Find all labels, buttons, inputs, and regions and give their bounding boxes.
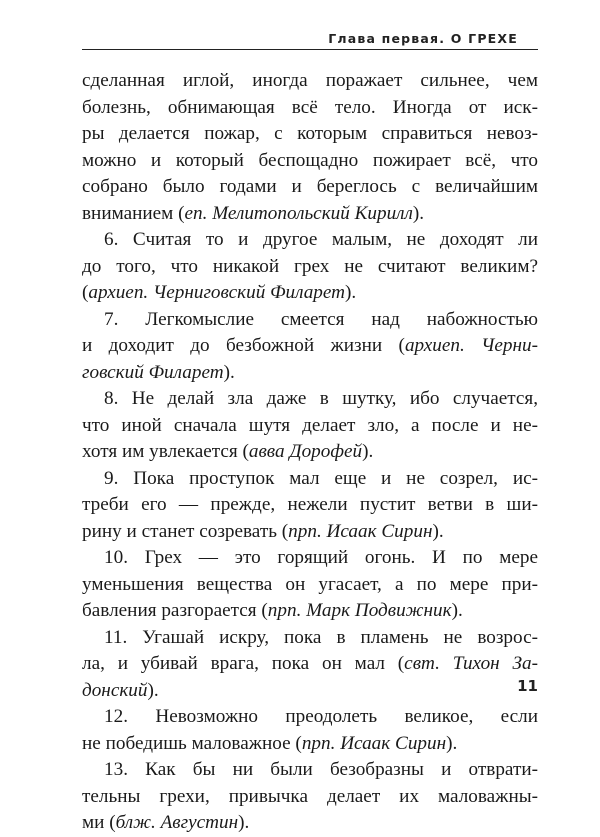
text-line: можно и который беспощадно пожирает всё, что <box>82 149 538 171</box>
text-line: ры делается пожар, с которым справиться невоз- <box>82 123 538 144</box>
text-line: до того, что никакой грех не считают великим? <box>82 255 538 277</box>
text-line: уменьшения вещества он угасает, а по мере при- <box>82 573 538 595</box>
attribution: прп. Марк Подвижник <box>267 600 452 621</box>
text-line: 8. Не делай зла даже в шутку, ибо случается, <box>104 388 538 409</box>
attribution: прп. Исаак Сирин <box>301 732 447 754</box>
text-line: донский). <box>82 679 159 701</box>
text-line: болезнь, обнимающая всё тело. Иногда от иск- <box>82 96 538 118</box>
attribution: блж. Августин <box>115 812 239 833</box>
attribution: прп. Исаак Сирин <box>288 520 433 542</box>
text-line: сделанная иглой, иногда поражает сильнее, чем <box>82 70 538 91</box>
attribution: архиеп. Черниговский Филарет <box>88 282 346 303</box>
text-line: 13. Как бы ни были безобразны и отврати- <box>104 759 538 780</box>
attribution: архиеп. Черни- <box>404 335 538 356</box>
text-line: говский Филарет). <box>82 361 235 383</box>
attribution: свт. Тихон За- <box>404 653 538 674</box>
text-line: рину и станет созревать (прп. Исаак Сирин). <box>82 520 444 542</box>
attribution: еп. Мелитопольский Кирилл <box>184 202 413 224</box>
text-line: вниманием (еп. Мелитопольский Кирилл). <box>82 202 425 224</box>
running-head: Глава первая. О ГРЕХЕ <box>328 31 518 46</box>
page-number: 11 <box>517 677 538 695</box>
text-line: 11. Угашай искру, пока в пламень не возрос- <box>104 626 538 648</box>
text-line: что иной сначала шутя делает зло, а после и не- <box>82 414 538 436</box>
text-line: ми (блж. Августин). <box>82 812 250 833</box>
attribution: авва Дорофей <box>248 441 363 462</box>
text-line: ла, и убивай врага, пока он мал (свт. Тихон За- <box>82 653 538 674</box>
text-line: 6. Считая то и другое малым, не доходят ли <box>104 229 538 250</box>
text-line: 10. Грех — это горящий огонь. И по мере <box>104 547 538 568</box>
text-line: и доходит до безбожной жизни (архиеп. Черни- <box>82 335 538 356</box>
header-rule <box>82 49 538 50</box>
attribution: донский <box>82 679 148 701</box>
text-line: не победишь маловажное (прп. Исаак Сирин). <box>82 732 458 754</box>
text-line: 9. Пока проступок мал еще и не созрел, ис- <box>104 467 538 489</box>
text-line: бавления разгорается (прп. Марк Подвижник). <box>82 600 463 621</box>
text-line: 12. Невозможно преодолеть великое, если <box>104 706 538 727</box>
text-line: (архиеп. Черниговский Филарет). <box>82 282 357 303</box>
body-text <box>82 68 538 837</box>
text-line: 7. Легкомыслие смеется над набожностью <box>104 308 538 330</box>
attribution: говский Филарет <box>82 361 224 383</box>
text-line: собрано было годами и береглось с величайшим <box>82 176 538 197</box>
text-line: тельны грехи, привычка делает их маловажны- <box>82 785 538 807</box>
text-line: треби его — прежде, нежели пустит ветви в ши- <box>82 494 538 515</box>
text-line: хотя им увлекается (авва Дорофей). <box>82 441 374 462</box>
